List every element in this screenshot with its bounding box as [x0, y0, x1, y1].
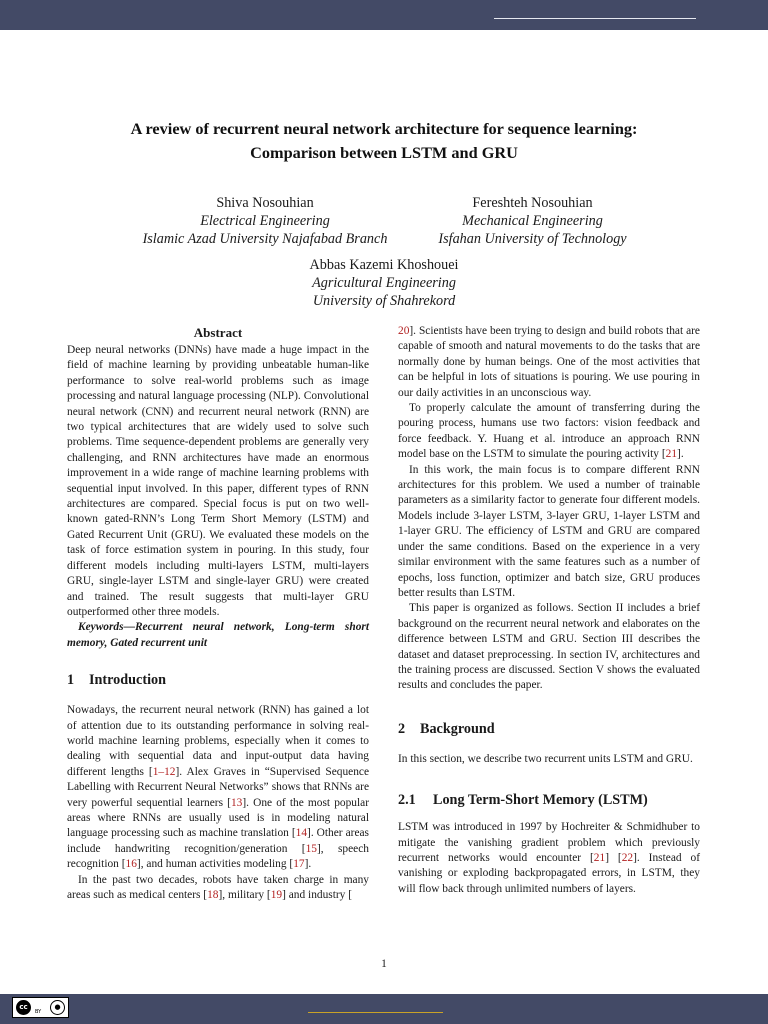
author-institution: Isfahan University of Technology	[438, 231, 627, 247]
abstract-text: Deep neural networks (DNNs) have made a huge impact in the field of machine learning by providing unbeatable human-like performance to solve real-world problems such as image processing and natural language processing (NLP). Convolutional neural network (CNN) and recurrent neural network (RNN) are two typical architectures that are widely used to solve such problems. Time sequence-dependent problems are generally very challenging, and RNN architectures have made an enormous improvement in a wide range of machine learning problems with sequential input involved. In this paper, different types of RNN architectures are compared. Special focus is put on two well-known gated-RNN’s Long Term Short Memory (LSTM) and Gated Recurrent Unit (GRU). We evaluated these models on the task of force estimation system in pouring. In this study, four different models including multi-layers LSTM, multi-layers GRU, single-layer LSTM and single-layer GRU) were created and trained. The result suggests that multi-layer GRU outperformed other three models.	[67, 344, 369, 618]
citation-link[interactable]: 18	[207, 889, 219, 901]
page-number: 1	[381, 958, 387, 970]
text-run: ]. One of the most popular areas where RNNs are usually used is in modeling natural language processing such as machine translation [	[67, 796, 369, 840]
title-line-2: Comparison between LSTM and GRU	[250, 143, 518, 162]
creative-commons-badge[interactable]	[12, 997, 69, 1018]
text-run: ].	[677, 448, 684, 461]
section-number: 1	[67, 672, 75, 689]
text-run: ]. Scientists have been trying to design and build robots that are capable of smooth and natural movements to do the tasks that are normally done by human beings. One of the most activities that can be helpful in lots of situations is pouring. We use pouring in our daily activities in an unconscious way.	[398, 325, 700, 399]
author-institution: Islamic Azad University Najafabad Branch	[142, 231, 388, 247]
author-department: Mechanical Engineering	[462, 213, 603, 229]
paper-title	[60, 117, 708, 165]
top-banner	[0, 0, 768, 30]
right-column	[398, 324, 700, 897]
text-run: LSTM was introduced in 1997 by Hochreiter & Schmidhuber to mitigate the vanishing gradient problem which previously recurrent networks would encounter [	[398, 821, 700, 864]
text-run: In the past two decades, robots have taken charge in many areas such as medical centers [	[67, 873, 369, 901]
person-icon: ●	[50, 1000, 65, 1015]
title-line-1: A review of recurrent neural network architecture for sequence learning:	[130, 119, 638, 138]
abstract-heading: Abstract	[193, 325, 243, 340]
bottom-banner	[0, 994, 768, 1024]
lstm-paragraph	[398, 820, 700, 897]
citation-link[interactable]: 15	[305, 842, 317, 855]
text-run: ], speech recognition [	[67, 842, 369, 871]
subsection-heading-lstm	[398, 791, 700, 809]
section-heading-introduction	[67, 671, 369, 689]
citation-link[interactable]: 22	[621, 851, 634, 864]
top-banner-rule	[494, 18, 696, 19]
author-name: Fereshteh Nosouhian	[472, 195, 593, 211]
citation-link[interactable]: 14	[295, 827, 308, 840]
intro-paragraph-2-start	[67, 873, 369, 904]
section-number: 2	[398, 720, 406, 737]
intro-paragraph-5: This paper is organized as follows. Section II includes a brief background on the recurrent neural network and elaborates on the difference between LSTM and GRU. Section III describes the dataset and dataset preprocessing. In section IV, architectures and the training process are discussed. Section V shows the evaluated results and concludes the paper.	[398, 602, 700, 692]
text-run: ], military [	[218, 889, 271, 901]
bottom-banner-rule	[308, 1012, 443, 1013]
intro-paragraph-4: In this work, the main focus is to compare different RNN architectures for this problem. We used a number of trainable parameters as a similarity factor to generate four different models. Models include 3-layer LSTM, 3-layer GRU, 1-layer LSTM and 1-layer GRU. The efficiency of LSTM and GRU are compared under the same conditions. Based on the experience in a very similar environment with the same features such as a number of epochs, loss function, optimizer and batch size, GRU produces better results than LSTM.	[398, 463, 700, 599]
author-block-1	[130, 194, 400, 248]
text-run: ]. Other areas include handwriting recognition/generation [	[67, 827, 369, 855]
intro-paragraph-2-continued	[398, 324, 700, 401]
author-institution: University of Shahrekord	[312, 293, 456, 309]
text-run: ] [	[605, 851, 622, 864]
text-run: ] and industry [	[282, 889, 353, 901]
section-title: Introduction	[89, 672, 166, 689]
intro-paragraph-3	[398, 401, 700, 463]
citation-link[interactable]: 19	[270, 889, 283, 901]
text-run: ], and human activities modeling [	[136, 858, 294, 871]
citation-link[interactable]: 21	[593, 851, 606, 864]
background-paragraph: In this section, we describe two recurrent units LSTM and GRU.	[398, 752, 693, 765]
author-name: Shiva Nosouhian	[216, 195, 314, 211]
by-label: BY	[35, 1009, 42, 1015]
intro-paragraph-1	[67, 703, 369, 872]
citation-link[interactable]: 17	[293, 858, 305, 871]
text-run: ]. Instead of vanishing or exploding backpropagated errors, in LSTM, they will flow back through unlimited numbers of layers.	[398, 851, 701, 895]
citation-link[interactable]: 13	[230, 796, 243, 809]
left-column	[67, 324, 369, 903]
author-name: Abbas Kazemi Khoshouei	[309, 257, 459, 273]
author-block-2	[420, 194, 645, 248]
author-block-3	[270, 256, 498, 310]
citation-link[interactable]: 16	[125, 858, 137, 871]
text-run: ]. Alex Graves in “Supervised Sequence Labelling with Recurrent Neural Networks” shows that RNNs are very powerful sequential learners [	[67, 765, 369, 809]
section-title: Background	[420, 720, 495, 737]
citation-link[interactable]: 1–12	[152, 765, 176, 778]
text-run: To properly calculate the amount of transferring during the pouring process, humans use two factors: vision feedback and force feedback. Y. Huang et al. introduce an approach RNN model base on the LSTM to simulate the pouring activity [	[398, 402, 700, 461]
text-run: Nowadays, the recurrent neural network (RNN) has gained a lot of attention due to its outstanding performance in solving real-world machine learning problems, especially when it comes to dealing with sequential data and input-output data having different lengths [	[67, 704, 369, 778]
section-number: 2.1	[398, 792, 416, 809]
section-title: Long Term-Short Memory (LSTM)	[433, 792, 648, 809]
author-department: Electrical Engineering	[200, 213, 330, 229]
citation-link[interactable]: 21	[665, 448, 678, 461]
section-heading-background	[398, 720, 700, 738]
author-department: Agricultural Engineering	[312, 275, 456, 291]
text-run: ].	[304, 858, 312, 871]
cc-icon: cc	[16, 1000, 31, 1015]
citation-link[interactable]: 20	[398, 325, 410, 337]
keywords: Keywords—Recurrent neural network, Long-term short memory, Gated recurrent unit	[67, 621, 369, 649]
